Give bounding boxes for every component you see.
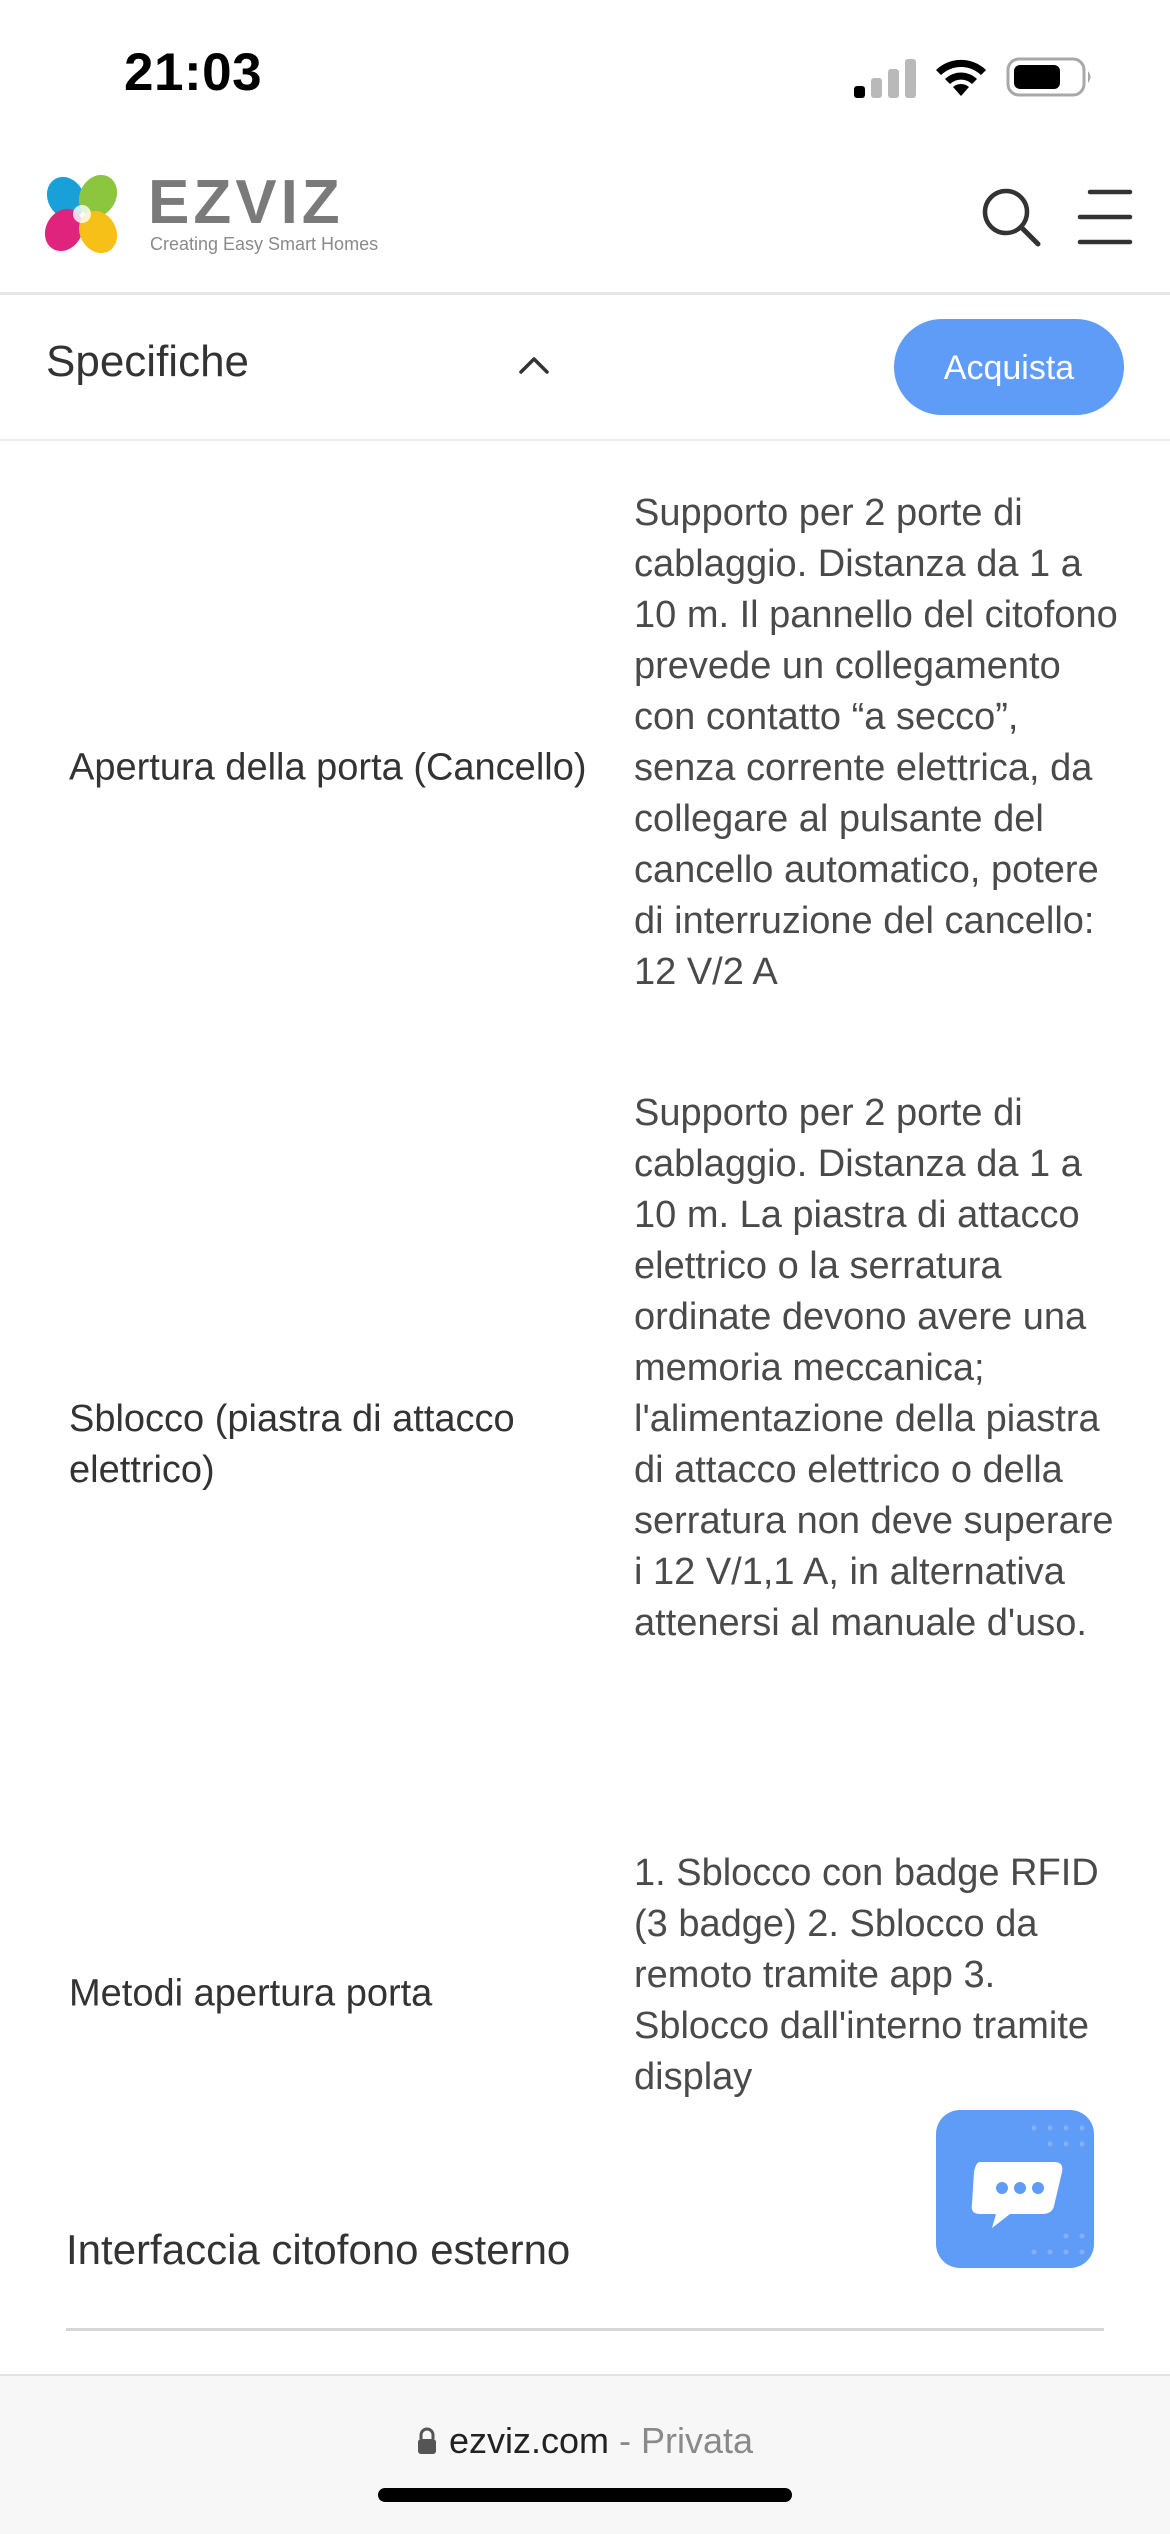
status-bar — [0, 0, 1170, 150]
lock-icon — [417, 2427, 437, 2455]
logo-wordmark: EZVIZ — [148, 168, 344, 237]
logo-tagline: Creating Easy Smart Homes — [150, 234, 379, 254]
section-divider — [66, 2328, 1104, 2331]
spec-row — [0, 1082, 1170, 1812]
home-indicator[interactable] — [378, 2488, 792, 2502]
url-domain: ezviz.com — [448, 2420, 609, 2461]
spec-section-title[interactable]: Specifiche — [46, 337, 250, 386]
spec-value: Supporto per 2 porte di cablaggio. Distanza da 1 a 10 m. La piastra di attacco elettrico o la serratura ordinate devono avere una memoria meccanica; l'alimentazione della piastra di attacco elettrico o della serratura non deve superare i 12 V/1,1 A, in alternativa attenersi al manuale d'uso. — [634, 1092, 1114, 1644]
search-icon[interactable] — [978, 184, 1044, 250]
spec-bar — [0, 295, 1170, 441]
private-mode-label: Privata — [641, 2420, 754, 2461]
spec-value: 1. Sblocco con badge RFID (3 badge) 2. Sblocco da remoto tramite app 3. Sblocco dall'interno tramite display — [634, 1852, 1099, 2098]
url-separator: - — [618, 2420, 631, 2461]
browser-address-bar[interactable] — [0, 2374, 1170, 2534]
spec-label: Metodi apertura porta — [69, 1972, 433, 2015]
spec-value: Supporto per 2 porte di cablaggio. Distanza da 1 a 10 m. Il pannello del citofono prevede un collegamento con contatto “a secco”, senza corrente elettrica, da collegare al pulsante del cancello automatico, potere di interruzione del cancello: 12 V/2 A — [634, 492, 1118, 993]
battery-icon — [1006, 56, 1094, 98]
status-time: 21:03 — [124, 43, 263, 102]
spec-row — [0, 482, 1170, 1052]
chevron-up-icon[interactable] — [516, 347, 552, 383]
chat-bubble-icon — [936, 2110, 1094, 2268]
url-display[interactable] — [0, 2420, 1170, 2462]
site-header — [0, 150, 1170, 295]
hamburger-menu-icon[interactable] — [1076, 186, 1134, 248]
wifi-icon — [934, 56, 988, 98]
ezviz-logo-icon[interactable] — [36, 168, 130, 262]
spec-label: Sblocco (piastra di attacco elettrico) — [69, 1398, 515, 1491]
spec-label: Apertura della porta (Cancello) — [69, 746, 587, 789]
buy-button[interactable]: Acquista — [894, 319, 1124, 415]
signal-icon — [854, 58, 916, 98]
chat-button[interactable] — [936, 2110, 1094, 2268]
section-heading-external-intercom[interactable]: Interfaccia citofono esterno — [66, 2226, 571, 2273]
